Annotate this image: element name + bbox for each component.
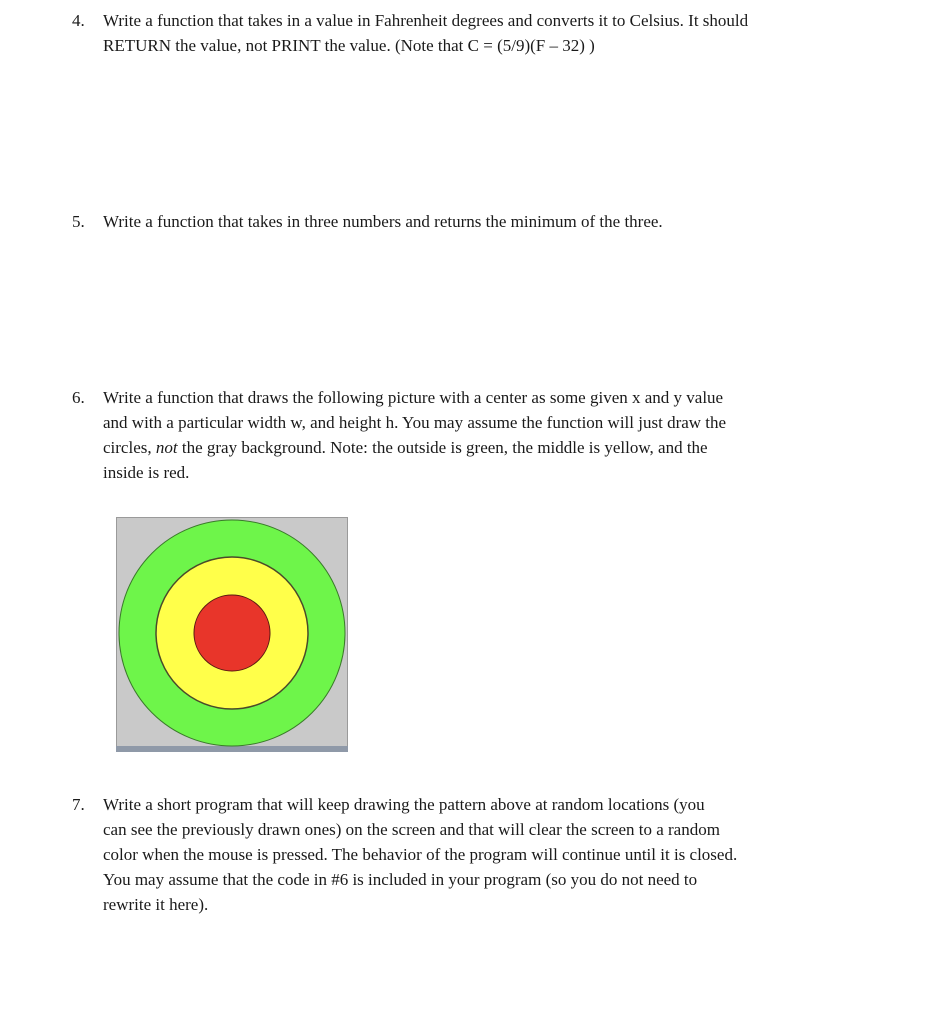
target-figure (116, 517, 348, 752)
question-text (103, 8, 873, 58)
question-number: 5. (72, 212, 85, 231)
question-text (103, 792, 873, 917)
question-number: 4. (72, 11, 85, 30)
question-line: Write a function that takes in three numbers and returns the minimum of the three. (103, 212, 663, 231)
question-line: Write a function that draws the following picture with a center as some given x and y value (103, 388, 724, 407)
bottom-shadow (116, 746, 348, 752)
question-number: 6. (72, 388, 85, 407)
question-line: inside is red. (103, 463, 190, 482)
question-line: and with a particular width w, and height h. You may assume the function will just draw the (103, 413, 727, 432)
line-text: the gray background. Note: the outside is green, the middle is yellow, and the (177, 438, 708, 457)
question-text (103, 209, 873, 234)
question-line: color when the mouse is pressed. The behavior of the program will continue until it is closed. (103, 845, 738, 864)
question-line: Write a short program that will keep drawing the pattern above at random locations (you (103, 795, 705, 814)
question-text (103, 385, 873, 485)
question-number: 7. (72, 795, 85, 814)
question-line: You may assume that the code in #6 is included in your program (so you do not need to (103, 870, 698, 889)
question-line: Write a function that takes in a value in Fahrenheit degrees and converts it to Celsius. It should (103, 11, 749, 30)
emphasis-not: not (155, 438, 178, 457)
question-line: rewrite it here). (103, 895, 209, 914)
question-line (103, 435, 873, 460)
line-text: circles, (103, 438, 156, 457)
question-line: RETURN the value, not PRINT the value. (Note that C = (5/9)(F – 32) ) (103, 36, 595, 55)
question-line: can see the previously drawn ones) on the screen and that will clear the screen to a random (103, 820, 720, 839)
inner-red-circle (194, 595, 270, 671)
